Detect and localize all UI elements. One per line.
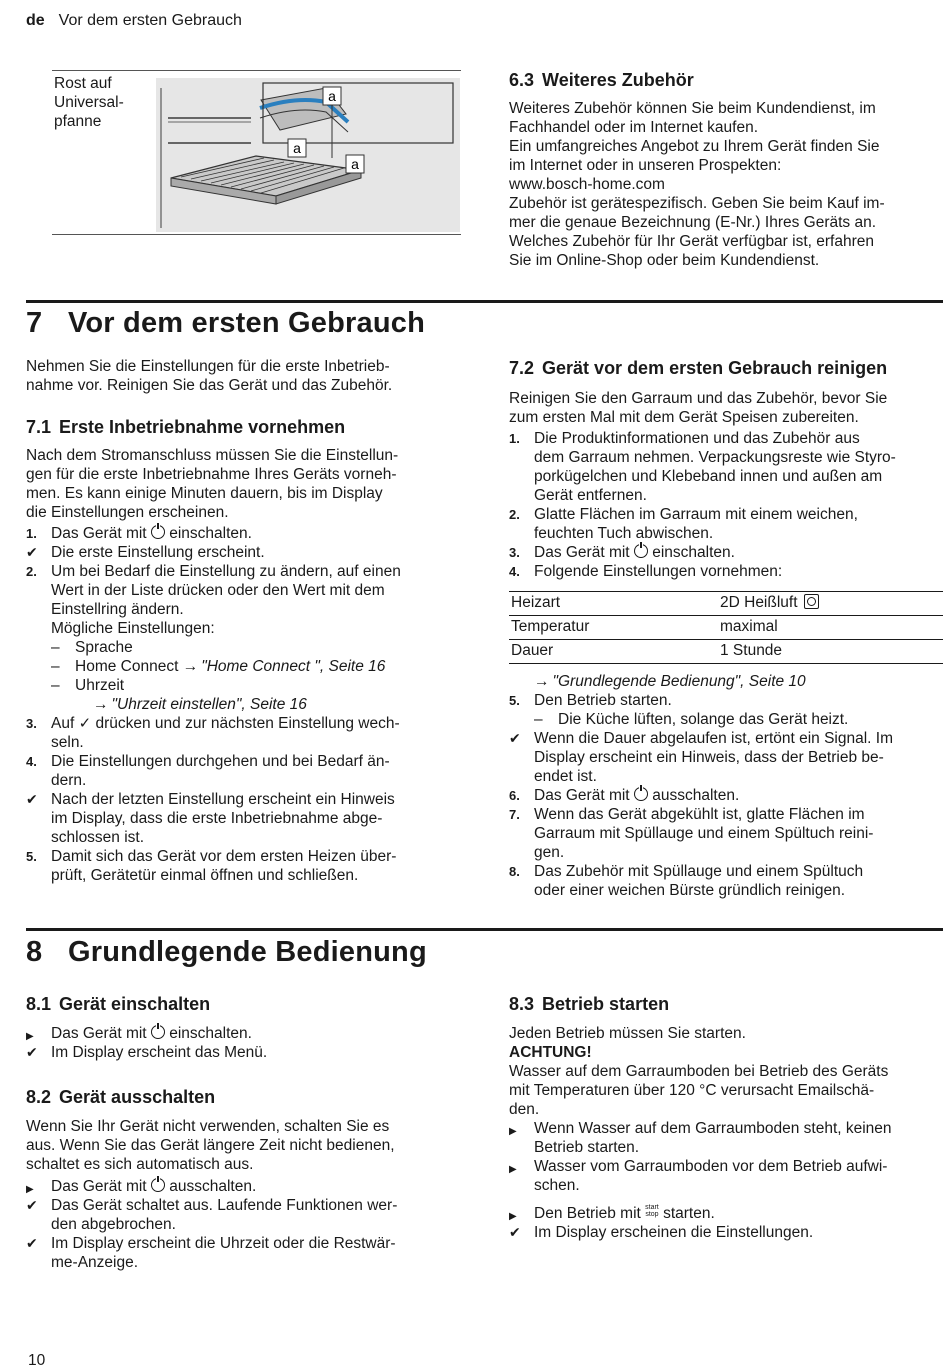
check-icon: ✔	[26, 1197, 38, 1213]
header-title: Vor dem ersten Gebrauch	[58, 12, 242, 29]
step-7: 7. Wenn das Gerät abgekühlt ist, glatte Flächen im Garraum mit Spüllauge und einem Spültuch reini- gen.	[509, 806, 874, 861]
section-7-2: 7.2 Gerät vor dem ersten Gebrauch reinigen Reinigen Sie den Garraum und das Zubehör, bevor Sie zum ersten Mal mit dem Gerät Speisen zubereiten. 1. Die Produktinformationen und das Zubehör aus dem Garraum nehmen. Verpackungsreste wie Styro- porkügelchen und Klebeband innen und außen am Gerät entfernen. 2. Glatte Flächen im Garraum mit einem weichen, feuchten Tuch abwischen. 3. Das Gerät mit einschalten. 4. Folgende Einstellungen vornehmen: Heizart 2D Heißluft Temperatur maximal Dauer 1 Stunde → "Grundlegende Bedienung", Seite 10 5. Den Betrieb starten. – Die Küche lüften, solange das Gerät heizt. ✔ Wenn die Dauer abgelaufen ist, ertönt ein Signal. Im Display erscheint ein Hinweis, dass der Betrieb be- endet ist. 6. Das Gerät mit ausschalten. 7. Wenn das Gerät abgekühlt ist, glatte Flächen im Garraum mit Spüllauge und einem Spültuch reini- gen. 8. Das Zubehör mit Spüllauge und einem Spültuch oder einer weichen Bürste gründlich reinigen.	[509, 358, 943, 900]
warning-step-2: ▶ Wasser vom Garraumboden vor dem Betrieb aufwi- schen.	[509, 1158, 888, 1194]
result-2: ✔ Im Display erscheint die Uhrzeit oder die Restwär- me-Anzeige.	[26, 1235, 396, 1271]
section-7-1: 7.1 Erste Inbetriebnahme vornehmen Nach dem Stromanschluss müssen Sie die Einstellun- gen für die erste Inbetriebnahme Ihres Geräts vorneh- men. Es kann einige Minuten dauern, bis im Display die Einstellungen erscheinen. 1. Das Gerät mit einschalten. ✔ Die erste Einstellung erscheint. 2. Um bei Bedarf die Einstellung zu ändern, auf einen Wert in der Liste drücken oder den Wert mit dem Einstellring ändern. Mögliche Einstellungen: – Sprache – Home Connect → "Home Connect ", Seite 16 – Uhrzeit → "Uhrzeit einstellen", Seite 16 3. Auf ✓ drücken und zur nächsten Einstellung wech- seln. 4. Die Einstellungen durchgehen und bei Bedarf än- dern. ✔ Nach der letzten Einstellung erscheint ein Hinweis im Display, dass die erste Inbetriebnahme abge- schlossen ist. 5. Damit sich das Gerät vor dem ersten Heizen über- prüft, Gerätetür einmal öffnen und schließen.	[26, 417, 446, 885]
section-8-1	[26, 994, 446, 1062]
heading-7-1: 7.1 Erste Inbetriebnahme vornehmen	[26, 417, 346, 437]
section-8-3: 8.3 Betrieb starten Jeden Betrieb müssen Sie starten. ACHTUNG! Wasser auf dem Garraumboden bei Betrieb des Geräts mit Temperaturen über 120 °C verursacht Emailschä- den. ▶ Wenn Wasser auf dem Garraumboden steht, keinen Betrieb starten. ▶ Wasser vom Garraumboden vor dem Betrieb aufwi- schen. ▶ Den Betrieb mit start stop starten. ✔ Im Display erscheinen die Einstellungen.	[509, 994, 943, 1242]
action-step: ▶ Das Gerät mit ausschalten.	[26, 1177, 446, 1196]
heading-6-3: 6.3 Weiteres Zubehör	[509, 70, 694, 90]
check-icon: ✔	[26, 544, 38, 560]
result-1: ✔ Die erste Einstellung erscheint.	[26, 544, 265, 561]
warning-step-1: ▶ Wenn Wasser auf dem Garraumboden steht, keinen Betrieb starten.	[509, 1120, 892, 1156]
result-5: ✔ Wenn die Dauer abgelaufen ist, ertönt ein Signal. Im Display erscheint ein Hinweis, dass der Betrieb be- endet ist.	[509, 730, 894, 785]
arrow-icon: →	[182, 658, 199, 675]
power-icon	[151, 1178, 165, 1192]
text-line: Weiteres Zubehör können Sie beim Kundendienst, im	[509, 100, 876, 117]
section-6-3	[509, 70, 943, 270]
convection-fan-icon	[804, 594, 819, 609]
label-a-2: a	[293, 140, 301, 156]
option-sprache: Sprache	[75, 639, 133, 656]
result-4: ✔ Nach der letzten Einstellung erscheint ein Hinweis im Display, dass die erste Inbetriebnahme abge- schlossen ist.	[26, 791, 395, 846]
power-icon	[634, 544, 648, 558]
figure-top-rule	[52, 70, 461, 71]
check-icon: ✔	[26, 1044, 38, 1060]
triangle-bullet-icon: ▶	[26, 1184, 34, 1195]
language-code: de	[26, 12, 45, 29]
text-line: Zubehör ist gerätespezifisch. Geben Sie beim Kauf im-	[509, 195, 885, 212]
settings-table	[509, 591, 943, 664]
step-2: 2. Um bei Bedarf die Einstellung zu ändern, auf einen Wert in der Liste drücken oder den Wert mit dem Einstellring ändern. Mögliche Einstellungen: – Sprache – Home Connect → "Home Connect ", Seite 16 – Uhrzeit → "Uhrzeit einstellen", Seite 16	[26, 563, 401, 713]
check-icon: ✔	[26, 791, 38, 807]
step-4: 4. Die Einstellungen durchgehen und bei Bedarf än- dern.	[26, 753, 390, 789]
label-a-3: a	[351, 156, 359, 172]
table-row: Dauer 1 Stunde	[509, 640, 943, 664]
section-7-rule	[26, 300, 943, 303]
cross-reference-link[interactable]: "Grundlegende Bedienung", Seite 10	[552, 673, 806, 690]
option-uhrzeit: Uhrzeit	[75, 677, 125, 694]
step-1: 1. Das Gerät mit einschalten.	[26, 525, 252, 542]
arrow-icon: →	[534, 673, 550, 690]
page-number: 10	[28, 1352, 46, 1369]
triangle-bullet-icon: ▶	[26, 1031, 34, 1042]
label-a-1: a	[328, 88, 336, 104]
cross-reference-link[interactable]: "Home Connect ", Seite 16	[201, 658, 386, 675]
result: ✔ Im Display erscheinen die Einstellungen.	[509, 1224, 814, 1241]
checkmark-icon: ✓	[78, 715, 92, 732]
table-row: Heizart 2D Heißluft	[509, 592, 943, 616]
figure-bottom-rule	[52, 234, 461, 235]
step-3: 3. Auf ✓ drücken und zur nächsten Einstellung wech- seln.	[26, 715, 400, 751]
power-icon	[634, 787, 648, 801]
triangle-bullet-icon: ▶	[509, 1164, 517, 1175]
text-line: im Internet oder in unseren Prospekten:	[509, 157, 782, 174]
page-header	[26, 12, 242, 30]
power-icon	[151, 1025, 165, 1039]
section-8-2: 8.2 Gerät ausschalten Wenn Sie Ihr Gerät nicht verwenden, schalten Sie es aus. Wenn Sie das Gerät längere Zeit nicht bedienen, schaltet es sich automatisch aus. ▶ Das Gerät mit ausschalten. ✔ Das Gerät schaltet aus. Laufende Funktionen wer- den abgebrochen. ✔ Im Display erscheint die Uhrzeit oder die Restwär- me-Anzeige.	[26, 1087, 446, 1272]
heading-8-2: 8.2 Gerät ausschalten	[26, 1087, 216, 1107]
step-5: 5. Damit sich das Gerät vor dem ersten Heizen über- prüft, Gerätetür einmal öffnen und schließen.	[26, 848, 397, 884]
section-8-rule	[26, 928, 943, 931]
section-7-heading: 7 Vor dem ersten Gebrauch	[26, 307, 426, 339]
text-line: mer die genaue Bezeichnung (E-Nr.) Ihres Geräts an.	[509, 214, 877, 231]
heading-8-1: 8.1 Gerät einschalten	[26, 994, 211, 1014]
table-row: Temperatur maximal	[509, 616, 943, 640]
website-url[interactable]: www.bosch-home.com	[509, 176, 665, 193]
check-icon: ✔	[26, 1235, 38, 1251]
result-1: ✔ Das Gerät schaltet aus. Laufende Funktionen wer- den abgebrochen.	[26, 1197, 398, 1233]
heading-8-3: 8.3 Betrieb starten	[509, 994, 670, 1014]
section-7-intro: Nehmen Sie die Einstellungen für die erste Inbetrieb- nahme vor. Reinigen Sie das Gerät und das Zubehör.	[26, 358, 393, 394]
arrow-icon: →	[93, 696, 109, 713]
step-3: 3. Das Gerät mit einschalten.	[509, 544, 735, 561]
text-line: Welches Zubehör für Ihr Gerät verfügbar ist, erfahren	[509, 233, 874, 250]
step-6: 6. Das Gerät mit ausschalten.	[509, 787, 740, 804]
text-line: Sie im Online-Shop oder beim Kundendienst.	[509, 252, 820, 269]
step-4: 4. Folgende Einstellungen vornehmen:	[509, 563, 783, 580]
action-step: ▶ Das Gerät mit einschalten.	[26, 1024, 446, 1043]
text-line: Ein umfangreiches Angebot zu Ihrem Gerät finden Sie	[509, 138, 880, 155]
step-8: 8. Das Zubehör mit Spüllauge und einem Spültuch oder einer weichen Bürste gründlich reinigen.	[509, 863, 864, 899]
triangle-bullet-icon: ▶	[509, 1211, 517, 1222]
step-2: 2. Glatte Flächen im Garraum mit einem weichen, feuchten Tuch abwischen.	[509, 506, 858, 542]
text-line: Fachhandel oder im Internet kaufen.	[509, 119, 759, 136]
result: ✔ Im Display erscheint das Menü.	[26, 1044, 268, 1061]
cross-reference-link[interactable]: "Uhrzeit einstellen", Seite 16	[111, 696, 307, 713]
step-1: 1. Die Produktinformationen und das Zubehör aus dem Garraum nehmen. Verpackungsreste wie Styro- porkügelchen und Klebeband innen und außen am Gerät entfernen.	[509, 430, 896, 504]
check-icon: ✔	[509, 1224, 521, 1240]
check-icon: ✔	[509, 730, 521, 746]
start-stop-icon: start stop	[645, 1204, 659, 1218]
step-5: 5. Den Betrieb starten. – Die Küche lüften, solange das Gerät heizt.	[509, 692, 849, 728]
figure-illustration	[156, 78, 460, 232]
action-step: ▶ Den Betrieb mit start stop starten.	[509, 1204, 943, 1223]
figure-caption: Rost auf Universal-pfanne	[54, 75, 124, 130]
triangle-bullet-icon: ▶	[509, 1126, 517, 1137]
option-home-connect: Home Connect	[75, 658, 179, 675]
warning-title: ACHTUNG!	[509, 1044, 592, 1061]
power-icon	[151, 525, 165, 539]
rack-on-tray-illustration	[156, 78, 460, 232]
heading-7-2: 7.2 Gerät vor dem ersten Gebrauch reinigen	[509, 358, 888, 378]
section-8-heading: 8 Grundlegende Bedienung	[26, 936, 427, 968]
